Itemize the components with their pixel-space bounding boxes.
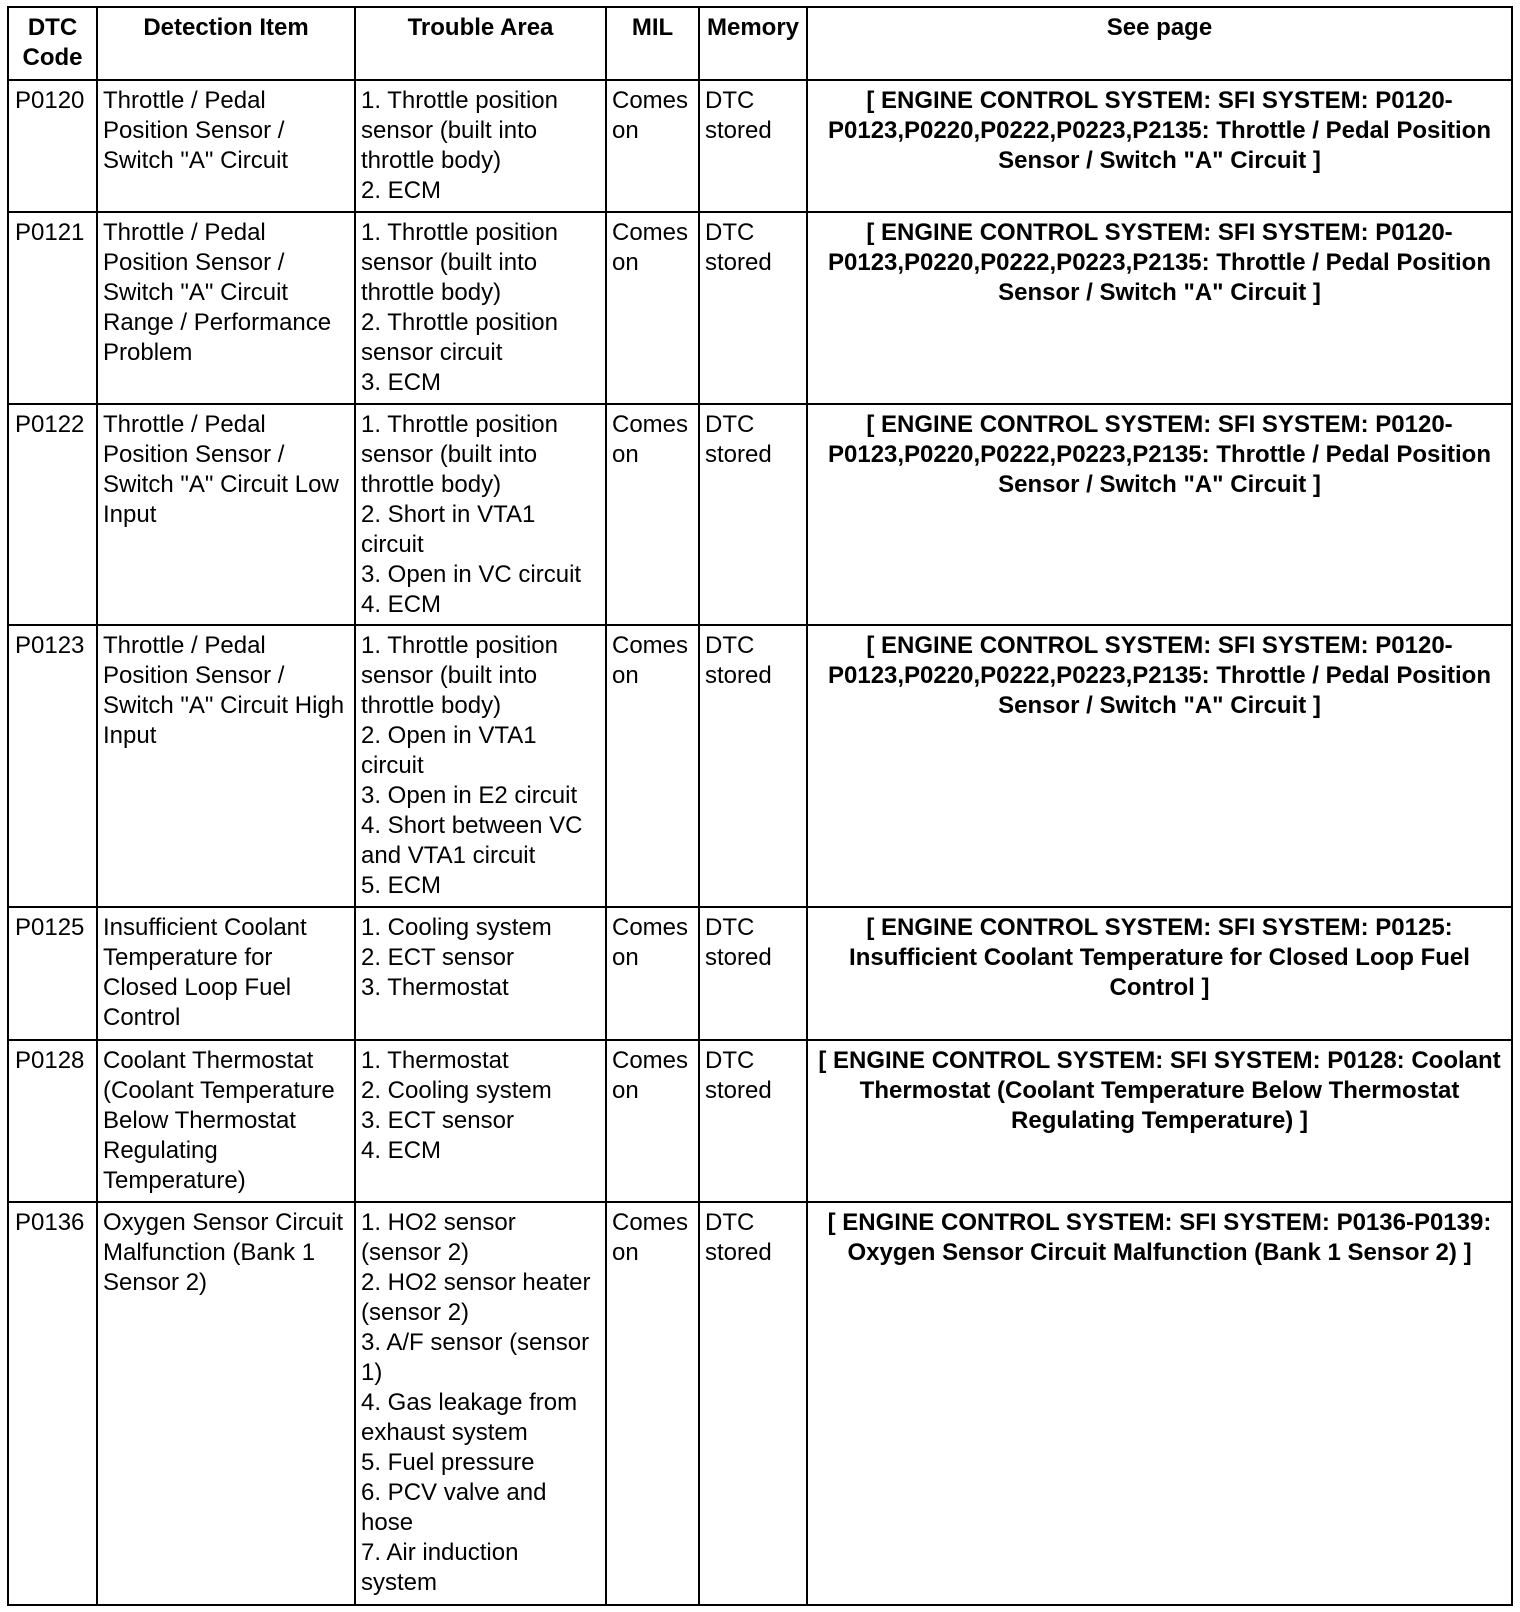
table-row xyxy=(8,404,1512,626)
trouble-area-cell xyxy=(355,1040,606,1202)
trouble-area-item: 1. Throttle position sensor (built into throttle body) xyxy=(361,219,559,307)
trouble-area-item: 1. Thermostat xyxy=(361,1046,509,1074)
detection-item-cell: Insufficient Coolant Temperature for Closed Loop Fuel Control xyxy=(97,907,355,1039)
header-dtc-code: DTC Code xyxy=(8,7,97,80)
trouble-area-item: 5. Fuel pressure xyxy=(361,1448,535,1476)
detection-item-cell: Oxygen Sensor Circuit Malfunction (Bank 1 Sensor 2) xyxy=(97,1202,355,1605)
table-row xyxy=(8,212,1512,404)
trouble-area-item: 3. Thermostat xyxy=(361,974,509,1002)
memory-cell: DTC stored xyxy=(699,1040,807,1202)
mil-cell: Comes on xyxy=(606,1202,699,1605)
table-row xyxy=(8,1202,1512,1605)
trouble-area-item: 4. ECM xyxy=(361,1136,442,1164)
trouble-area-item: 3. A/F sensor (sensor 1) xyxy=(361,1328,590,1386)
trouble-area-item: 1. Throttle position sensor (built into throttle body) xyxy=(361,410,559,498)
trouble-area-cell xyxy=(355,1202,606,1605)
see-page-link[interactable]: [ ENGINE CONTROL SYSTEM: SFI SYSTEM: P0136-P0139: Oxygen Sensor Circuit Malfunction (Bank 1 Sensor 2) ] xyxy=(807,1202,1512,1605)
trouble-area-item: 5. ECM xyxy=(361,872,442,900)
see-page-link[interactable]: [ ENGINE CONTROL SYSTEM: SFI SYSTEM: P0125: Insufficient Coolant Temperature for Closed Loop Fuel Control ] xyxy=(807,907,1512,1039)
trouble-area-item: 1. HO2 sensor (sensor 2) xyxy=(361,1208,516,1266)
mil-cell: Comes on xyxy=(606,80,699,212)
mil-cell: Comes on xyxy=(606,212,699,404)
mil-cell: Comes on xyxy=(606,625,699,907)
header-mil: MIL xyxy=(606,7,699,80)
trouble-area-item: 3. Open in E2 circuit xyxy=(361,782,578,810)
memory-cell: DTC stored xyxy=(699,1202,807,1605)
trouble-area-cell xyxy=(355,212,606,404)
dtc-code-cell: P0136 xyxy=(8,1202,97,1605)
detection-item-cell: Throttle / Pedal Position Sensor / Switch "A" Circuit xyxy=(97,80,355,212)
trouble-area-item: 2. Open in VTA1 circuit xyxy=(361,722,537,780)
trouble-area-cell xyxy=(355,80,606,212)
header-trouble-area: Trouble Area xyxy=(355,7,606,80)
dtc-table xyxy=(7,6,1513,1606)
dtc-code-cell: P0122 xyxy=(8,404,97,626)
trouble-area-cell xyxy=(355,907,606,1039)
trouble-area-cell xyxy=(355,404,606,626)
table-row xyxy=(8,1040,1512,1202)
trouble-area-item: 2. HO2 sensor heater (sensor 2) xyxy=(361,1268,591,1326)
table-row xyxy=(8,80,1512,212)
table-header-row xyxy=(8,7,1512,80)
mil-cell: Comes on xyxy=(606,404,699,626)
dtc-code-cell: P0121 xyxy=(8,212,97,404)
trouble-area-item: 4. ECM xyxy=(361,590,442,618)
see-page-link[interactable]: [ ENGINE CONTROL SYSTEM: SFI SYSTEM: P0120-P0123,P0220,P0222,P0223,P2135: Throttle / Pedal Position Sensor / Switch "A" Circuit ] xyxy=(807,404,1512,626)
memory-cell: DTC stored xyxy=(699,212,807,404)
trouble-area-item: 1. Throttle position sensor (built into throttle body) xyxy=(361,87,559,174)
see-page-link[interactable]: [ ENGINE CONTROL SYSTEM: SFI SYSTEM: P0120-P0123,P0220,P0222,P0223,P2135: Throttle / Pedal Position Sensor / Switch "A" Circuit ] xyxy=(807,212,1512,404)
detection-item-cell: Throttle / Pedal Position Sensor / Switch "A" Circuit High Input xyxy=(97,625,355,907)
trouble-area-item: 2. Cooling system xyxy=(361,1076,552,1104)
trouble-area-item: 3. Open in VC circuit xyxy=(361,560,582,588)
detection-item-cell: Coolant Thermostat (Coolant Temperature Below Thermostat Regulating Temperature) xyxy=(97,1040,355,1202)
see-page-link[interactable]: [ ENGINE CONTROL SYSTEM: SFI SYSTEM: P0120-P0123,P0220,P0222,P0223,P2135: Throttle / Pedal Position Sensor / Switch "A" Circuit ] xyxy=(807,80,1512,212)
memory-cell: DTC stored xyxy=(699,625,807,907)
memory-cell: DTC stored xyxy=(699,80,807,212)
dtc-code-cell: P0120 xyxy=(8,80,97,212)
table-row xyxy=(8,625,1512,907)
trouble-area-item: 6. PCV valve and hose xyxy=(361,1478,547,1536)
trouble-area-item: 2. ECM xyxy=(361,177,442,204)
header-detection-item: Detection Item xyxy=(97,7,355,80)
dtc-code-cell: P0125 xyxy=(8,907,97,1039)
trouble-area-item: 2. ECT sensor xyxy=(361,944,514,972)
dtc-code-cell: P0128 xyxy=(8,1040,97,1202)
detection-item-cell: Throttle / Pedal Position Sensor / Switch "A" Circuit Range / Performance Problem xyxy=(97,212,355,404)
see-page-link[interactable]: [ ENGINE CONTROL SYSTEM: SFI SYSTEM: P0120-P0123,P0220,P0222,P0223,P2135: Throttle / Pedal Position Sensor / Switch "A" Circuit ] xyxy=(807,625,1512,907)
trouble-area-item: 4. Short between VC and VTA1 circuit xyxy=(361,812,583,870)
memory-cell: DTC stored xyxy=(699,907,807,1039)
header-memory: Memory xyxy=(699,7,807,80)
trouble-area-item: 1. Throttle position sensor (built into throttle body) xyxy=(361,632,559,720)
trouble-area-item: 1. Cooling system xyxy=(361,914,552,942)
header-see-page: See page xyxy=(807,7,1512,80)
trouble-area-item: 3. ECM xyxy=(361,369,442,397)
table-row xyxy=(8,907,1512,1039)
mil-cell: Comes on xyxy=(606,907,699,1039)
detection-item-cell: Throttle / Pedal Position Sensor / Switch "A" Circuit Low Input xyxy=(97,404,355,626)
trouble-area-item: 4. Gas leakage from exhaust system xyxy=(361,1388,578,1446)
mil-cell: Comes on xyxy=(606,1040,699,1202)
dtc-code-cell: P0123 xyxy=(8,625,97,907)
trouble-area-item: 2. Throttle position sensor circuit xyxy=(361,309,559,367)
trouble-area-item: 3. ECT sensor xyxy=(361,1106,514,1134)
trouble-area-item: 2. Short in VTA1 circuit xyxy=(361,500,536,558)
see-page-link[interactable]: [ ENGINE CONTROL SYSTEM: SFI SYSTEM: P0128: Coolant Thermostat (Coolant Temperature Below Thermostat Regulating Temperature) ] xyxy=(807,1040,1512,1202)
memory-cell: DTC stored xyxy=(699,404,807,626)
trouble-area-item: 7. Air induction system xyxy=(361,1538,519,1596)
trouble-area-cell xyxy=(355,625,606,907)
